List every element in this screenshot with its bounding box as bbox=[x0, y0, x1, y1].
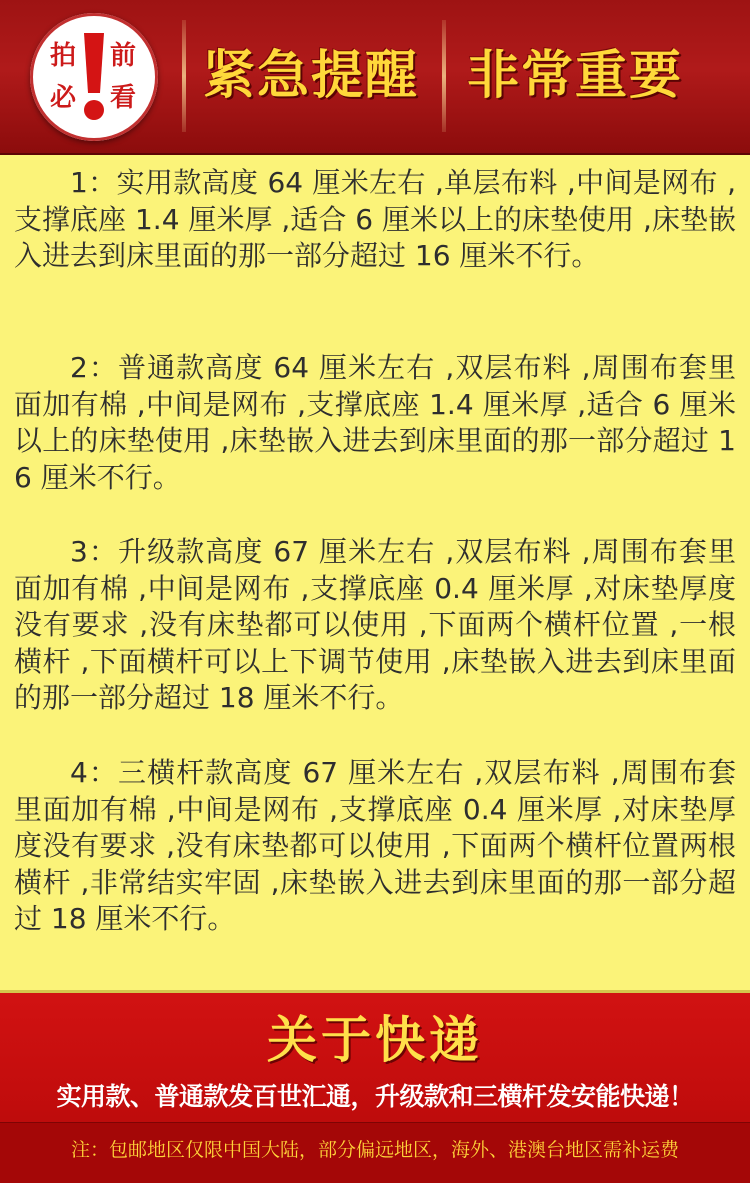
exclamation-icon bbox=[80, 31, 108, 123]
header-divider bbox=[182, 20, 186, 132]
badge-char-pai: 拍 bbox=[50, 41, 77, 71]
shipping-section bbox=[0, 993, 750, 1182]
header-title-urgent: 紧急提醒 bbox=[203, 46, 420, 106]
badge-char-kan: 看 bbox=[110, 83, 137, 113]
shipping-carriers: 实用款、普通款发百世汇通，升级款和三横杆发安能快递！ bbox=[56, 1082, 694, 1111]
notice-panel bbox=[0, 155, 750, 993]
shipping-title: 关于快递 bbox=[267, 1011, 483, 1069]
badge-char-qian: 前 bbox=[110, 41, 137, 71]
shipping-note-bar bbox=[0, 1122, 750, 1183]
notice-paragraph: 4：三横杆款高度 67 厘米左右 ,双层布料 ,周围布套里面加有棉 ,中间是网布 ,支撑底座 0.4 厘米厚 ,对床垫厚度没有要求 ,没有床垫都可以使用 ,下面两个横杆位置两根横杆 ,非常结实牢固 ,床垫嵌入进去到床里面的那一部分超过 18 厘米不行。 bbox=[14, 756, 736, 935]
shipping-note: 注：包邮地区仅限中国大陆，部分偏远地区，海外、港澳台地区需补运费 bbox=[70, 1139, 679, 1161]
header-banner bbox=[0, 0, 750, 155]
notice-paragraph: 1：实用款高度 64 厘米左右 ,单层布料 ,中间是网布 ,支撑底座 1.4 厘米厚 ,适合 6 厘米以上的床垫使用 ,床垫嵌入进去到床里面的那一部分超过 16 厘米不行。 bbox=[14, 166, 736, 272]
must-read-badge bbox=[30, 13, 158, 141]
badge-char-bi: 必 bbox=[50, 83, 77, 113]
header-divider bbox=[442, 20, 446, 132]
notice-paragraph: 3：升级款高度 67 厘米左右 ,双层布料 ,周围布套里面加有棉 ,中间是网布 ,支撑底座 0.4 厘米厚 ,对床垫厚度没有要求 ,没有床垫都可以使用 ,下面两个横杆位置 ,一根横杆 ,下面横杆可以上下调节使用 ,床垫嵌入进去到床里面的那一部分超过 18 厘米不行。 bbox=[14, 535, 736, 714]
header-title-important: 非常重要 bbox=[467, 46, 684, 106]
notice-paragraph: 2：普通款高度 64 厘米左右 ,双层布料 ,周围布套里面加有棉 ,中间是网布 ,支撑底座 1.4 厘米厚 ,适合 6 厘米以上的床垫使用 ,床垫嵌入进去到床里面的那一部分超过 16 厘米不行。 bbox=[14, 351, 736, 494]
